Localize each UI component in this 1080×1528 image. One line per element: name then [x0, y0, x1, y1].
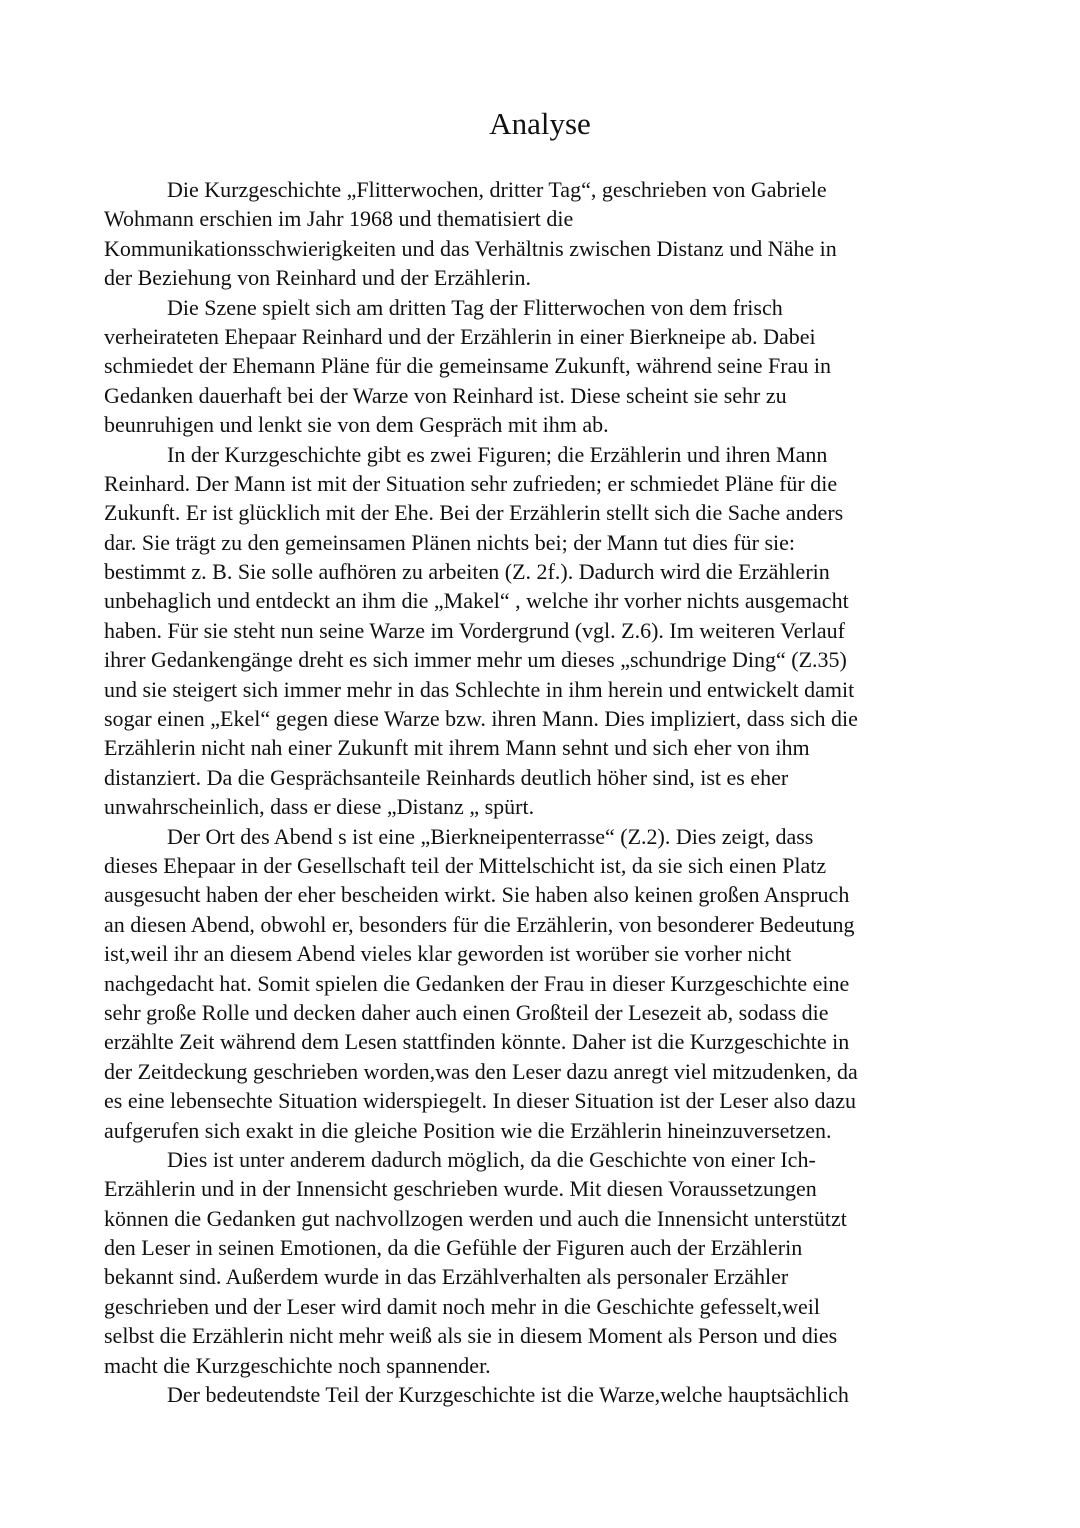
text-line: Zukunft. Er ist glücklich mit der Ehe. Bei der Erzählerin stellt sich die Sache anders — [104, 500, 844, 526]
text-line: haben. Für sie steht nun seine Warze im Vordergrund (vgl. Z.6). Im weiteren Verlauf — [104, 617, 845, 643]
text-line: Reinhard. Der Mann ist mit der Situation sehr zufrieden; er schmiedet Pläne für die — [104, 470, 838, 496]
text-line: aufgerufen sich exakt in die gleiche Position wie die Erzählerin hineinzuversetzen. — [104, 1117, 832, 1143]
text-line: ist,weil ihr an diesem Abend vieles klar geworden ist worüber sie vorher nicht — [104, 941, 792, 967]
text-line: Kommunikationsschwierigkeiten und das Verhältnis zwischen Distanz und Nähe in — [104, 235, 837, 261]
text-line: sehr große Rolle und decken daher auch einen Großteil der Lesezeit ab, sodass die — [104, 999, 829, 1025]
text-line: dar. Sie trägt zu den gemeinsamen Plänen nichts bei; der Mann tut dies für sie: — [104, 529, 795, 555]
text-line: es eine lebensechte Situation widerspiegelt. In dieser Situation ist der Leser also dazu — [104, 1088, 857, 1114]
text-line: an diesen Abend, obwohl er, besonders für die Erzählerin, von besonderer Bedeutung — [104, 911, 855, 937]
body-text — [104, 175, 1004, 1409]
text-line: nachgedacht hat. Somit spielen die Gedanken der Frau in dieser Kurzgeschichte eine — [104, 970, 850, 996]
text-line: dieses Ehepaar in der Gesellschaft teil der Mittelschicht ist, da sie sich einen Platz — [104, 852, 827, 878]
paragraph-first-line: Die Kurzgeschichte „Flitterwochen, dritter Tag“, geschrieben von Gabriele — [167, 177, 827, 202]
paragraph-first-line: Der Ort des Abend s ist eine „Bierkneipenterrasse“ (Z.2). Dies zeigt, dass — [167, 823, 814, 849]
text-line: den Leser in seinen Emotionen, da die Gefühle der Figuren auch der Erzählerin — [104, 1235, 803, 1261]
text-line: macht die Kurzgeschichte noch spannender. — [104, 1352, 491, 1378]
text-line: können die Gedanken gut nachvollzogen werden und auch die Innensicht unterstützt — [104, 1205, 847, 1231]
paragraph-first-line: Dies ist unter anderem dadurch möglich, da die Geschichte von einer Ich- — [167, 1146, 816, 1172]
paragraph-first-line: Der bedeutendste Teil der Kurzgeschichte ist die Warze,welche hauptsächlich — [167, 1382, 849, 1408]
text-line: der Beziehung von Reinhard und der Erzählerin. — [104, 265, 532, 291]
text-line: beunruhigen und lenkt sie von dem Gespräch mit ihm ab. — [104, 412, 609, 438]
text-line: geschrieben und der Leser wird damit noch mehr in die Geschichte gefesselt,weil — [104, 1293, 820, 1319]
text-line: erzählte Zeit während dem Lesen stattfinden könnte. Daher ist die Kurzgeschichte in — [104, 1029, 850, 1055]
text-line: unwahrscheinlich, dass er diese „Distanz „ spürt. — [104, 794, 535, 820]
text-line: schmiedet der Ehemann Pläne für die gemeinsame Zukunft, während seine Frau in — [104, 353, 831, 379]
text-line: ihrer Gedankengänge dreht es sich immer mehr um dieses „schundrige Ding“ (Z.35) — [104, 647, 847, 673]
text-line: verheirateten Ehepaar Reinhard und der Erzählerin in einer Bierkneipe ab. Dabei — [104, 323, 816, 349]
text-line: unbehaglich und entdeckt an ihm die „Makel“ , welche ihr vorher nichts ausgemacht — [104, 588, 849, 614]
page-title: Analyse — [489, 106, 591, 141]
text-line: distanziert. Da die Gesprächsanteile Reinhards deutlich höher sind, ist es eher — [104, 764, 789, 790]
paragraph-first-line: In der Kurzgeschichte gibt es zwei Figuren; die Erzählerin und ihren Mann — [167, 441, 828, 467]
text-line: Erzählerin nicht nah einer Zukunft mit ihrem Mann sehnt und sich eher von ihm — [104, 735, 810, 761]
text-line: und sie steigert sich immer mehr in das Schlechte in ihm herein und entwickelt damit — [104, 676, 855, 702]
text-line: ausgesucht haben der eher bescheiden wirkt. Sie haben also keinen großen Anspruch — [104, 882, 850, 908]
text-line: bekannt sind. Außerdem wurde in das Erzählverhalten als personaler Erzähler — [104, 1264, 789, 1290]
text-line: selbst die Erzählerin nicht mehr weiß als sie in diesem Moment als Person und dies — [104, 1323, 838, 1349]
text-line: sogar einen „Ekel“ gegen diese Warze bzw. ihren Mann. Dies impliziert, dass sich die — [104, 706, 858, 732]
text-line: Wohmann erschien im Jahr 1968 und thematisiert die — [104, 206, 574, 232]
text-line: Erzählerin und in der Innensicht geschrieben wurde. Mit diesen Voraussetzungen — [104, 1176, 817, 1202]
text-line: Gedanken dauerhaft bei der Warze von Reinhard ist. Diese scheint sie sehr zu — [104, 382, 787, 408]
text-line: bestimmt z. B. Sie solle aufhören zu arbeiten (Z. 2f.). Dadurch wird die Erzählerin — [104, 559, 830, 585]
text-line: der Zeitdeckung geschrieben worden,was den Leser dazu anregt viel mitzudenken, da — [104, 1058, 858, 1084]
paragraph-first-line: Die Szene spielt sich am dritten Tag der Flitterwochen von dem frisch — [167, 294, 783, 320]
